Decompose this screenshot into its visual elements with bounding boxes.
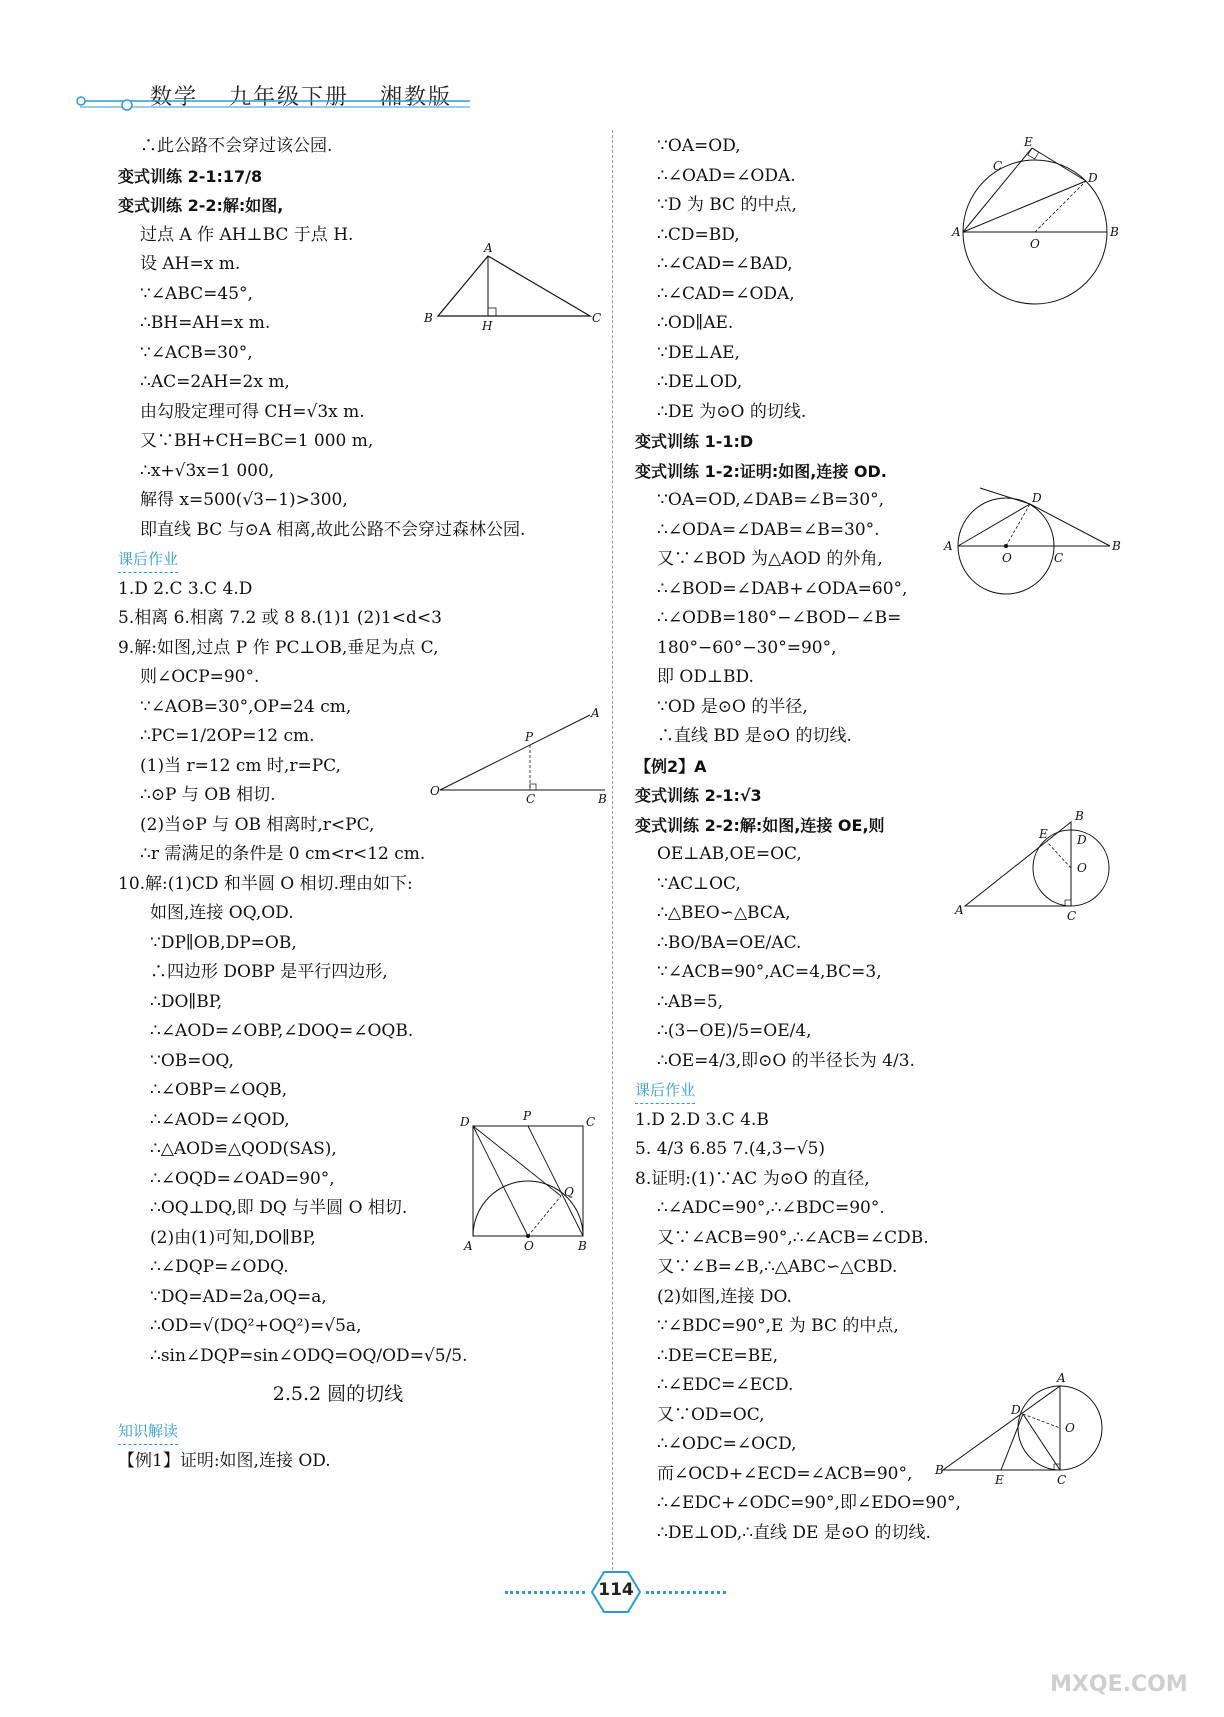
text-line: ∵OA=OD, — [657, 136, 741, 156]
text-line: (2)由(1)可知,DO∥BP, — [150, 1227, 316, 1248]
svg-text:C: C — [1067, 909, 1077, 923]
text-line: 即直线 BC 与⊙A 相离,故此公路不会穿过森林公园. — [140, 519, 526, 540]
text-line: ∴AB=5, — [657, 991, 724, 1012]
circle-tangent-figure-1 — [952, 132, 1130, 292]
text-line: ∴⊙P 与 OB 相切. — [140, 785, 276, 805]
section-label: 知识解读 — [118, 1418, 178, 1445]
text-line: ∵∠BDC=90°,E 为 BC 的中点, — [657, 1316, 899, 1336]
text-line: ∴∠OAD=∠ODA. — [657, 165, 796, 186]
angle-figure-aob — [430, 705, 610, 805]
svg-text:C: C — [592, 311, 602, 325]
text-line: ∴DO∥BP, — [150, 991, 223, 1012]
text-line: ∴∠AOD=∠OBP,∠DOQ=∠OQB. — [150, 1021, 414, 1041]
text-line: ∴△AOD≌△QOD(SAS), — [150, 1139, 337, 1159]
text-line: ∴(3−OE)/5=OE/4, — [657, 1021, 812, 1041]
svg-text:A: A — [955, 903, 964, 917]
svg-text:B: B — [1112, 539, 1121, 553]
svg-text:C: C — [993, 159, 1003, 173]
svg-text:B: B — [578, 1239, 587, 1253]
svg-text:H: H — [482, 319, 493, 333]
footer-dots-right — [646, 1591, 726, 1594]
text-line: ∴∠ODA=∠DAB=∠B=30°. — [657, 519, 880, 540]
text-line: ∴四边形 DOBP 是平行四边形, — [150, 962, 388, 982]
text-line: ∴OD=√(DQ²+OQ²)=√5a, — [150, 1316, 362, 1336]
text-line: ∴∠ADC=90°,∴∠BDC=90°. — [657, 1198, 885, 1218]
text-line: ∴AC=2AH=2x m, — [140, 372, 290, 392]
text-line: ∴直线 BD 是⊙O 的切线. — [657, 726, 852, 746]
svg-text:D: D — [1011, 1403, 1021, 1417]
text-line: 又∵BH+CH=BC=1 000 m, — [140, 431, 374, 451]
svg-text:B: B — [1075, 809, 1084, 823]
text-line: 即 OD⊥BD. — [657, 667, 754, 687]
exercise-line: 变式训练 2-1:17/8 — [118, 166, 263, 186]
text-line: ∵AC⊥OC, — [657, 873, 741, 894]
text-line: ∴sin∠DQP=sin∠ODQ=OQ/OD=√5/5. — [150, 1345, 468, 1366]
text-line: ∴x+√3x=1 000, — [140, 460, 275, 481]
section-label: 课后作业 — [118, 546, 178, 573]
svg-text:E: E — [1024, 135, 1033, 149]
text-line: ∴BH=AH=x m. — [140, 313, 271, 333]
text-line: 又∵∠BOD 为△AOD 的外角, — [657, 549, 883, 569]
text-line: ∴∠BOD=∠DAB+∠ODA=60°, — [657, 578, 908, 599]
svg-text:O: O — [430, 784, 440, 798]
text-line: ∵OB=OQ, — [150, 1050, 234, 1071]
svg-text:A: A — [484, 241, 493, 255]
watermark: MXQE.COM — [1050, 1672, 1188, 1697]
page-number: 114 — [598, 1580, 634, 1600]
svg-text:A: A — [944, 539, 953, 553]
svg-text:B: B — [424, 311, 433, 325]
text-line: OE⊥AB,OE=OC, — [657, 844, 802, 864]
text-line: ∵∠ACB=90°,AC=4,BC=3, — [657, 962, 882, 982]
svg-text:B: B — [598, 792, 607, 806]
text-line: ∵OA=OD,∠DAB=∠B=30°, — [657, 490, 885, 510]
svg-text:O: O — [1002, 551, 1012, 565]
text-line: 8.证明:(1)∵AC 为⊙O 的直径, — [635, 1168, 870, 1189]
svg-text:B: B — [935, 1463, 944, 1477]
answer-line: 1.D 2.C 3.C 4.D — [118, 578, 253, 599]
text-line: (1)当 r=12 cm 时,r=PC, — [140, 755, 341, 776]
svg-text:P: P — [525, 730, 534, 744]
square-semicircle-figure — [458, 1108, 608, 1258]
svg-text:O: O — [524, 1239, 534, 1253]
text-line: ∵∠ACB=30°, — [140, 342, 253, 363]
section-label: 课后作业 — [635, 1077, 695, 1104]
example-line: 【例2】A — [635, 756, 707, 776]
text-line: ∴∠DQP=∠ODQ. — [150, 1257, 289, 1277]
text-line: 过点 A 作 AH⊥BC 于点 H. — [140, 224, 354, 245]
text-line: 而∠OCD+∠ECD=∠ACB=90°, — [657, 1463, 913, 1484]
header-subject: 数学 — [150, 85, 199, 110]
text-line: 设 AH=x m. — [140, 254, 241, 274]
header-grade: 九年级下册 — [229, 85, 350, 110]
text-line: 由勾股定理可得 CH=√3x m. — [140, 401, 365, 422]
answer-line: 5.相离 6.相离 7.2 或 8 8.(1)1 (2)1<d<3 — [118, 608, 442, 628]
text-line: ∵D 为 BC 的中点, — [657, 195, 797, 215]
exercise-line: 变式训练 2-2:解:如图, — [118, 196, 284, 215]
svg-text:A: A — [1057, 1371, 1066, 1385]
text-line: ∵OD 是⊙O 的半径, — [657, 696, 808, 717]
footer-dots-left — [505, 1591, 585, 1594]
text-line: ∴∠EDC=∠ECD. — [657, 1375, 794, 1395]
text-line: ∴∠ODC=∠OCD, — [657, 1434, 797, 1454]
svg-text:D: D — [1088, 171, 1098, 185]
text-line: ∴∠CAD=∠ODA, — [657, 283, 795, 304]
svg-text:P: P — [523, 1109, 532, 1123]
svg-text:C: C — [1054, 551, 1064, 565]
text-line: ∴∠CAD=∠BAD, — [657, 254, 793, 274]
exercise-line: 变式训练 1-1:D — [635, 432, 754, 451]
text-line: ∵∠AOB=30°,OP=24 cm, — [140, 696, 352, 717]
text-line: ∴OD∥AE. — [657, 313, 734, 333]
svg-text:A: A — [591, 706, 600, 720]
svg-text:Q: Q — [564, 1185, 574, 1199]
circle-triangle-figure-3 — [955, 808, 1115, 928]
text-line: 解得 x=500(√3−1)>300, — [140, 490, 348, 510]
text-line: ∴PC=1/2OP=12 cm. — [140, 726, 315, 746]
text-line: ∴此公路不会穿过该公园. — [140, 136, 333, 156]
text-line: ∴∠OQD=∠OAD=90°, — [150, 1168, 335, 1189]
svg-text:B: B — [1110, 225, 1119, 239]
exercise-line: 变式训练 2-2:解:如图,连接 OE,则 — [635, 815, 885, 835]
svg-text:E: E — [1039, 827, 1048, 841]
text-line: ∴∠AOD=∠QOD, — [150, 1109, 290, 1130]
exercise-line: 变式训练 2-1:√3 — [635, 786, 762, 805]
answer-line: 5. 4/3 6.85 7.(4,3−√5) — [635, 1139, 826, 1159]
text-line: ∴CD=BD, — [657, 224, 740, 245]
text-line: ∵DP∥OB,DP=OB, — [150, 932, 297, 953]
text-line: 又∵∠B=∠B,∴△ABC∽△CBD. — [657, 1257, 898, 1277]
svg-text:A: A — [952, 225, 961, 239]
header-edition: 湘教版 — [380, 85, 453, 110]
text-line: 则∠OCP=90°. — [140, 667, 260, 687]
svg-text:C: C — [526, 792, 536, 806]
text-line: ∴△BEO∽△BCA, — [657, 903, 791, 923]
text-line: ∴OQ⊥DQ,即 DQ 与半圆 O 相切. — [150, 1198, 408, 1218]
text-line: (2)当⊙P 与 OB 相离时,r<PC, — [140, 814, 375, 835]
text-line: ∴DE⊥OD,∴直线 DE 是⊙O 的切线. — [657, 1522, 931, 1543]
answer-line: 1.D 2.D 3.C 4.B — [635, 1109, 769, 1130]
text-line: 又∵OD=OC, — [657, 1404, 765, 1425]
text-line: 如图,连接 OQ,OD. — [150, 903, 294, 923]
text-line: ∴DE=CE=BE, — [657, 1345, 779, 1366]
text-line: 180°−60°−30°=90°, — [657, 637, 837, 658]
example-line: 【例1】证明:如图,连接 OD. — [118, 1450, 331, 1471]
svg-text:O: O — [1077, 861, 1087, 875]
svg-text:O: O — [1065, 1421, 1075, 1435]
text-line: ∴∠OBP=∠OQB, — [150, 1080, 288, 1100]
exercise-line: 变式训练 1-2:证明:如图,连接 OD. — [635, 461, 887, 481]
svg-text:D: D — [1032, 491, 1042, 505]
text-line: ∴∠EDC+∠ODC=90°,即∠EDO=90°, — [657, 1493, 961, 1513]
text-line: ∴DE⊥OD, — [657, 372, 743, 392]
text-line: ∵DE⊥AE, — [657, 342, 740, 363]
text-line: 又∵∠ACB=90°,∴∠ACB=∠CDB. — [657, 1227, 929, 1248]
header-decoration — [75, 95, 475, 115]
svg-text:D: D — [1077, 833, 1087, 847]
text-line: 9.解:如图,过点 P 作 PC⊥OB,垂足为点 C, — [118, 637, 439, 658]
svg-text:E: E — [995, 1473, 1004, 1487]
text-line: (2)如图,连接 DO. — [657, 1286, 792, 1307]
svg-text:A: A — [464, 1239, 473, 1253]
text-line: ∴DE 为⊙O 的切线. — [657, 401, 807, 422]
svg-text:O: O — [1030, 237, 1040, 251]
circle-tangent-figure-2 — [940, 488, 1120, 598]
text-line: ∴BO/BA=OE/AC. — [657, 932, 802, 953]
text-line: ∴r 需满足的条件是 0 cm<r<12 cm. — [140, 844, 426, 864]
text-line: ∴∠ODB=180°−∠BOD−∠B= — [657, 608, 902, 628]
circle-triangle-figure-4 — [935, 1370, 1115, 1490]
svg-text:C: C — [1057, 1473, 1067, 1487]
text-line: 10.解:(1)CD 和半圆 O 相切.理由如下: — [118, 873, 413, 894]
triangle-figure-abc — [420, 241, 602, 338]
text-line: ∴OE=4/3,即⊙O 的半径长为 4/3. — [657, 1050, 915, 1071]
svg-text:C: C — [586, 1115, 596, 1129]
section-heading: 2.5.2 圆的切线 — [272, 1383, 404, 1405]
svg-text:D: D — [460, 1115, 470, 1129]
text-line: ∵DQ=AD=2a,OQ=a, — [150, 1286, 327, 1307]
text-line: ∵∠ABC=45°, — [140, 283, 253, 304]
